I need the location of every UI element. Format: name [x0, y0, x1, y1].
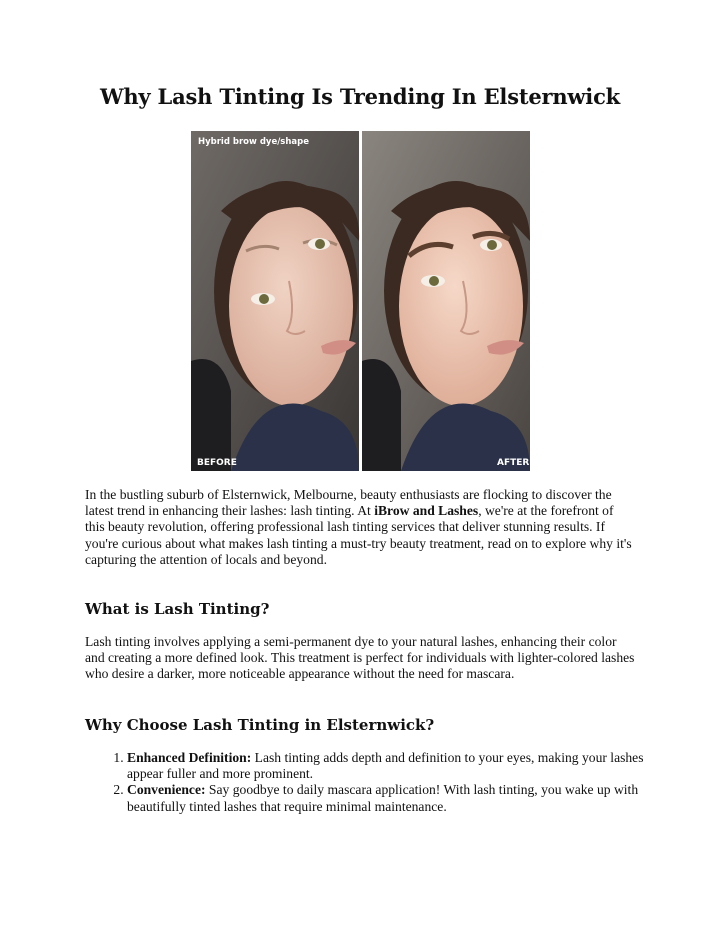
- benefits-list: [85, 750, 677, 815]
- after-label: AFTER: [497, 458, 530, 468]
- page-title: Why Lash Tinting Is Trending In Elsternwick: [99, 84, 621, 109]
- intro-text-1: In the bustling suburb of Elsternwick, Melbourne, beauty enthusiasts are flocking to discover the latest trend in enhancing their lashes: lash tinting. At: [85, 487, 612, 519]
- list-item-label: Convenience:: [127, 782, 206, 798]
- before-label: BEFORE: [197, 458, 237, 468]
- intro-paragraph: [85, 487, 635, 568]
- list-item: [127, 750, 677, 782]
- list-item: [127, 782, 677, 814]
- photo-caption: Hybrid brow dye/shape: [198, 137, 310, 147]
- section-heading-why-choose: Why Choose Lash Tinting in Elsternwick?: [85, 716, 435, 734]
- section-heading-what-is: What is Lash Tinting?: [85, 600, 270, 618]
- before-after-photo: [191, 131, 530, 471]
- list-item-text: Say goodbye to daily mascara application! With lash tinting, you wake up with beautifully tinted lashes that require minimal maintenance.: [127, 782, 639, 814]
- intro-text-2: , we're at the forefront of this beauty revolution, offering professional lash tinting services that deliver stunning results. If you're curious about what makes lash tinting a must-try beauty treatment, read on to explore why it's capturing the attention of locals and beyond.: [85, 503, 632, 567]
- list-item-label: Enhanced Definition:: [127, 750, 252, 765]
- what-is-paragraph: Lash tinting involves applying a semi-permanent dye to your natural lashes, enhancing their color and creating a more defined look. This treatment is perfect for individuals with lighter-colored lashes who desire a darker, more noticeable appearance without the need for mascara.: [85, 634, 635, 682]
- list-item-text: Lash tinting adds depth and definition to your eyes, making your lashes appear fuller and more prominent.: [127, 750, 644, 782]
- brand-name: iBrow and Lashes: [374, 503, 479, 519]
